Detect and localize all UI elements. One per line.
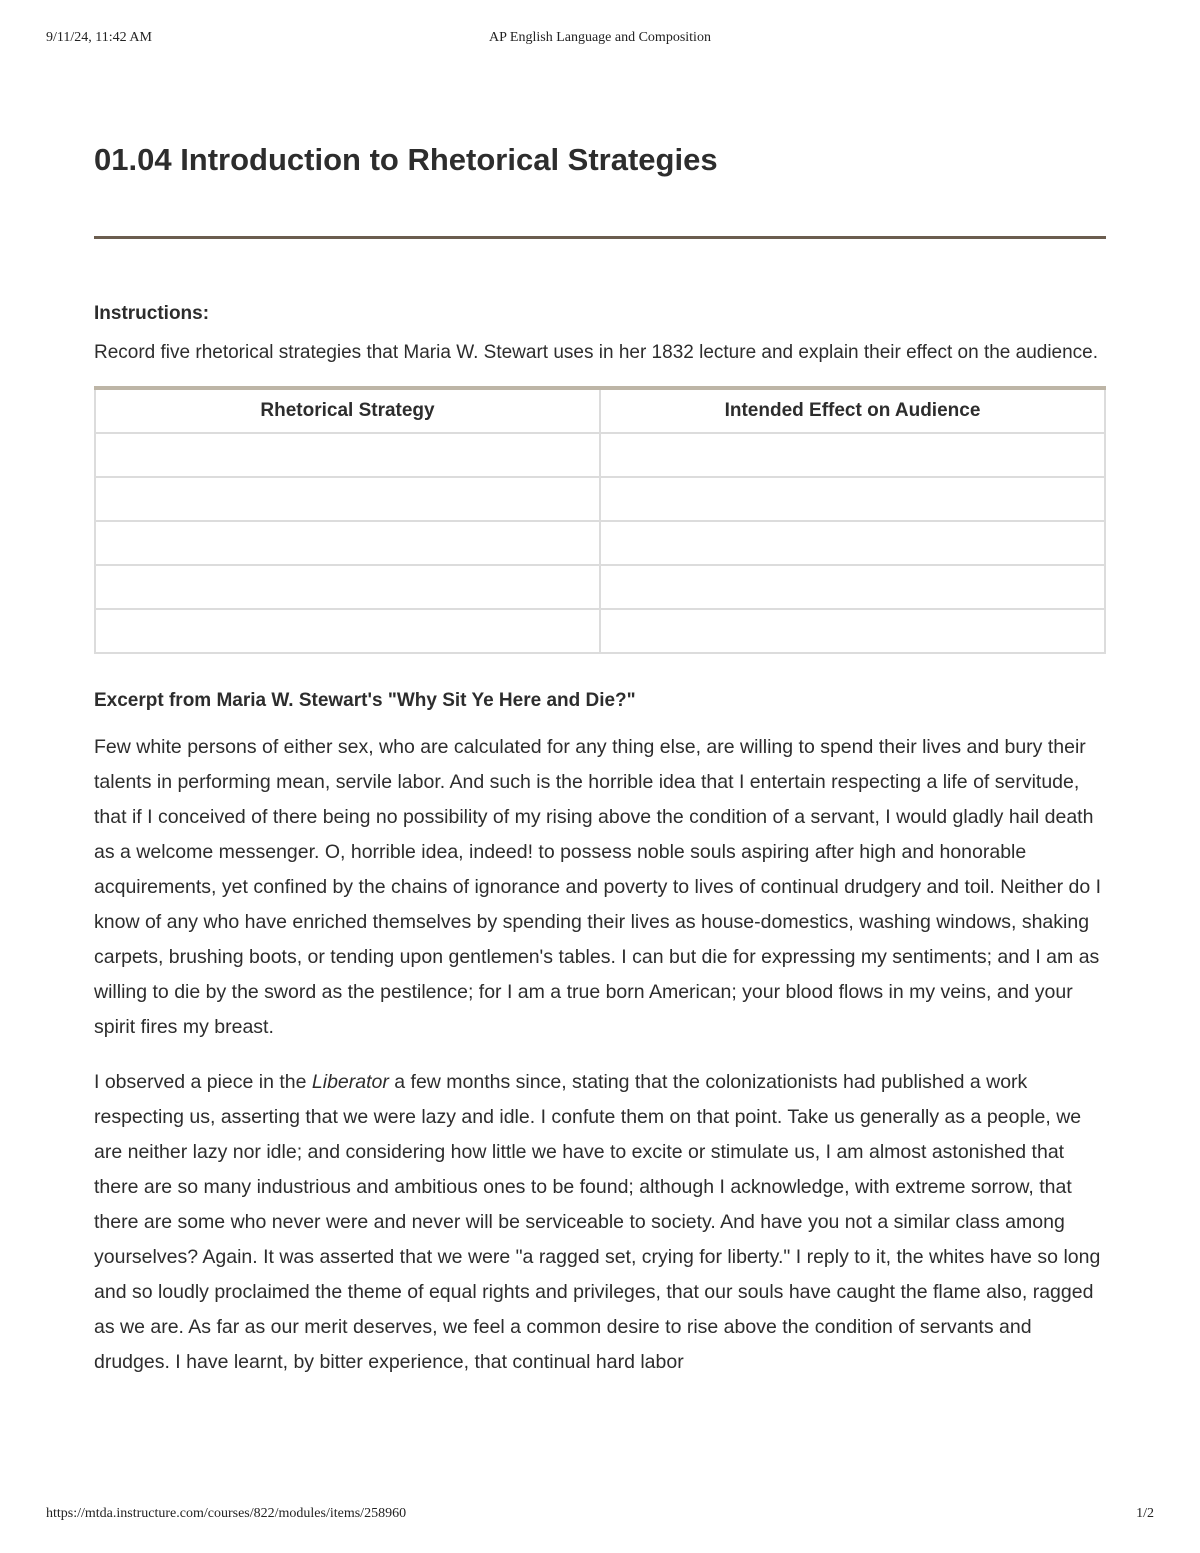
instructions-text: Record five rhetorical strategies that Maria W. Stewart uses in her 1832 lecture and explain their effect on the audience. — [94, 342, 1099, 363]
table-row — [95, 521, 1105, 565]
excerpt-title: Excerpt from Maria W. Stewart's "Why Sit Ye Here and Die?" — [94, 690, 636, 711]
instructions-label: Instructions: — [94, 303, 210, 324]
table-row — [95, 433, 1105, 477]
print-date: 9/11/24, 11:42 AM — [46, 30, 152, 45]
excerpt-paragraph-2-rest: a few months since, stating that the colonizationists had published a work respecting us, asserting that we were lazy and idle. I confute them on that point. Take us generally as a people, we are neither lazy nor idle; and considering how little we have to excite or stimulate us, I am almost astonished that there are so many industrious and ambitious ones to be found; although I acknowledge, with extreme sorrow, that there are some who never were and never will be serviceable to society. And have you not a similar class among yourselves? Again. It was asserted that we were "a ragged set, crying for liberty." I reply to it, the whites have so long and so loudly proclaimed the theme of equal rights and privileges, that our souls have caught the flame also, ragged as we are. As far as our merit deserves, we feel a common desire to rise above the condition of servants and drudges. I have learnt, by bitter experience, that continual hard labor — [94, 1070, 1101, 1373]
strategy-cell[interactable] — [95, 521, 600, 565]
page-content — [94, 138, 1106, 1399]
excerpt-paragraph-2-start: I observed a piece in the — [94, 1070, 312, 1093]
effect-cell[interactable] — [600, 477, 1105, 521]
effect-cell[interactable] — [600, 609, 1105, 653]
strategy-table — [94, 386, 1106, 654]
print-url: https://mtda.instructure.com/courses/822/modules/items/258960 — [46, 1506, 407, 1521]
strategy-cell[interactable] — [95, 565, 600, 609]
strategy-cell[interactable] — [95, 477, 600, 521]
excerpt-paragraph-2 — [94, 1065, 1106, 1380]
effect-cell[interactable] — [600, 565, 1105, 609]
excerpt-paragraph-1: Few white persons of either sex, who are calculated for any thing else, are willing to spend their lives and bury their talents in performing mean, servile labor. And such is the horrible idea that I entertain respecting a life of servitude, that if I conceived of there being no possibility of my rising above the condition of a servant, I would gladly hail death as a welcome messenger. O, horrible idea, indeed! to possess noble souls aspiring after high and honorable acquirements, yet confined by the chains of ignorance and poverty to lives of continual drudgery and toil. Neither do I know of any who have enriched themselves by spending their lives as house-domestics, washing windows, shaking carpets, brushing boots, or tending upon gentlemen's tables. I can but die for expressing my sentiments; and I am as willing to die by the sword as the pestilence; for I am a true born American; your blood flows in my veins, and your spirit fires my breast. — [94, 736, 1102, 1038]
strategy-cell[interactable] — [95, 433, 600, 477]
effect-cell[interactable] — [600, 521, 1105, 565]
table-row — [95, 477, 1105, 521]
print-header — [46, 30, 1154, 50]
print-page-number: 1/2 — [1136, 1506, 1154, 1521]
title-divider — [94, 236, 1106, 239]
print-footer — [46, 1506, 1154, 1526]
column-header-effect: Intended Effect on Audience — [600, 388, 1105, 433]
strategy-cell[interactable] — [95, 609, 600, 653]
table-row — [95, 609, 1105, 653]
page-title: 01.04 Introduction to Rhetorical Strategies — [94, 142, 718, 177]
liberator-reference: Liberator — [311, 1070, 389, 1093]
column-header-strategy: Rhetorical Strategy — [95, 388, 600, 433]
effect-cell[interactable] — [600, 433, 1105, 477]
print-course-title: AP English Language and Composition — [489, 30, 711, 45]
table-header-row — [95, 388, 1105, 433]
table-row — [95, 565, 1105, 609]
